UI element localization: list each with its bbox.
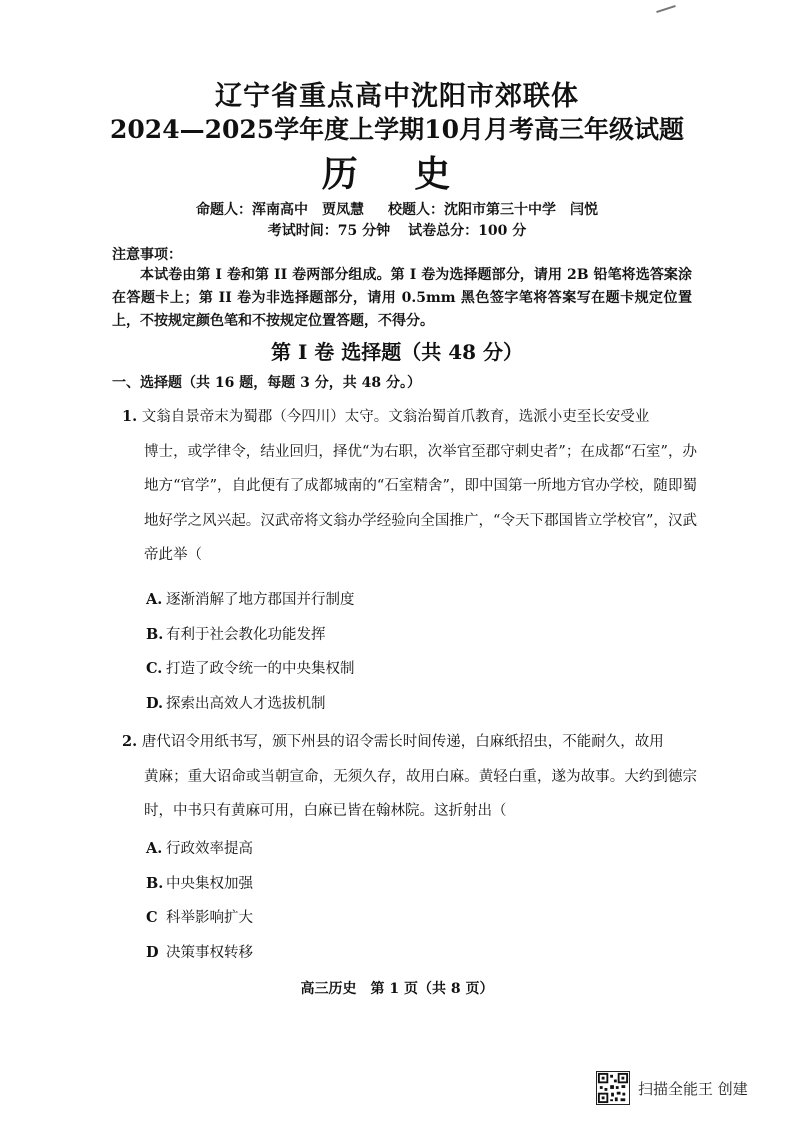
exam-title-line2: 2024—2025学年度上学期10月月考高三年级试题: [110, 115, 684, 144]
option-letter: B.: [146, 625, 164, 643]
option-text: 打造了政令统一的中央集权制: [166, 661, 355, 677]
option-letter: C: [146, 909, 158, 926]
option-letter: A.: [146, 840, 163, 857]
question-1-options: [146, 583, 355, 721]
exam-title-line1: 辽宁省重点高中沈阳市郊联体: [215, 81, 579, 112]
option-text: 中央集权加强: [166, 875, 253, 892]
total-score: 试卷总分：100 分: [408, 223, 527, 239]
notice-heading: 注意事项：: [112, 247, 182, 263]
proofreader: 校题人：沈阳市第三十中学 闫悦: [388, 202, 598, 218]
option-letter: A.: [146, 591, 163, 608]
question-stem-continued: 博士，或学律令，结业回归，择优“为右职，次举官至郡守刺史者”；在成都“石室”，办地方“官学”，自此便有了成都城南的“石室精舍”，即中国第一所地方官办学校，随即蜀地好学之风兴起。汉武帝将文翁办学经验向全国推广，“令天下郡国皆立学校官”，汉武帝此举（: [144, 443, 697, 563]
question-number: 1.: [122, 408, 138, 425]
exam-time: 考试时间：75 分钟: [267, 223, 391, 239]
option-text: 行政效率提高: [166, 841, 253, 857]
scan-mark: [656, 5, 676, 13]
option-a[interactable]: [146, 832, 253, 867]
question-1: [122, 400, 697, 573]
part1-title: 第 I 卷 选择题（共 48 分）: [270, 340, 523, 364]
option-letter: B.: [146, 874, 164, 892]
option-b[interactable]: [146, 618, 355, 653]
question-stem: 文翁自景帝末为蜀郡（今四川）太守。文翁治蜀首爪教育，选派小吏至长安受业: [141, 409, 650, 425]
option-c[interactable]: [146, 901, 253, 936]
option-a[interactable]: [146, 583, 355, 618]
scanner-watermark: [596, 1071, 748, 1105]
option-letter: D: [146, 943, 159, 961]
question-2: [122, 725, 697, 829]
option-letter: C.: [146, 660, 163, 677]
option-b[interactable]: [146, 867, 253, 902]
option-text: 有利于社会教化功能发挥: [166, 626, 326, 643]
option-text: 科举影响扩大: [166, 910, 253, 926]
question-2-options: [146, 832, 253, 970]
qr-code-icon: [596, 1071, 630, 1105]
watermark-text: 扫描全能王 创建: [638, 1079, 748, 1098]
page-footer: 高三历史 第 1 页（共 8 页）: [300, 981, 494, 997]
subject-title: 历 史: [321, 153, 473, 195]
question-stem: 唐代诏令用纸书写，颁下州县的诏令需长时间传递，白麻纸招虫，不能耐久，故用: [141, 734, 664, 750]
exam-info: [0, 220, 794, 240]
option-text: 决策事权转移: [166, 944, 253, 961]
option-d[interactable]: [146, 936, 253, 971]
section-heading: 一、选择题（共 16 题，每题 3 分，共 48 分。）: [112, 375, 421, 391]
option-d[interactable]: [146, 687, 355, 722]
option-text: 逐渐消解了地方郡国并行制度: [166, 592, 355, 608]
question-stem-continued: 黄麻；重大诏命或当朝宣命，无须久存，故用白麻。黄轻白重，遂为故事。大约到德宗时，中书只有黄麻可用，白麻已皆在翰林院。这折射出（: [144, 768, 697, 819]
question-number: 2.: [122, 733, 138, 750]
option-c[interactable]: [146, 652, 355, 687]
option-letter: D.: [146, 694, 164, 712]
authors-line: [0, 199, 794, 219]
option-text: 探索出高效人才选拔机制: [166, 695, 326, 712]
question-setter: 命题人：浑南高中 贾凤慧: [196, 202, 364, 218]
notice-text: 本试卷由第 I 卷和第 II 卷两部分组成。第 I 卷为选择题部分，请用 2B 铅笔将选答案涂在答题卡上；第 II 卷为非选择题部分，请用 0.5mm 黑色签字笔将答案写在题卡规定位置上，不按规定颜色笔和不按规定位置答题，不得分。: [112, 267, 692, 329]
